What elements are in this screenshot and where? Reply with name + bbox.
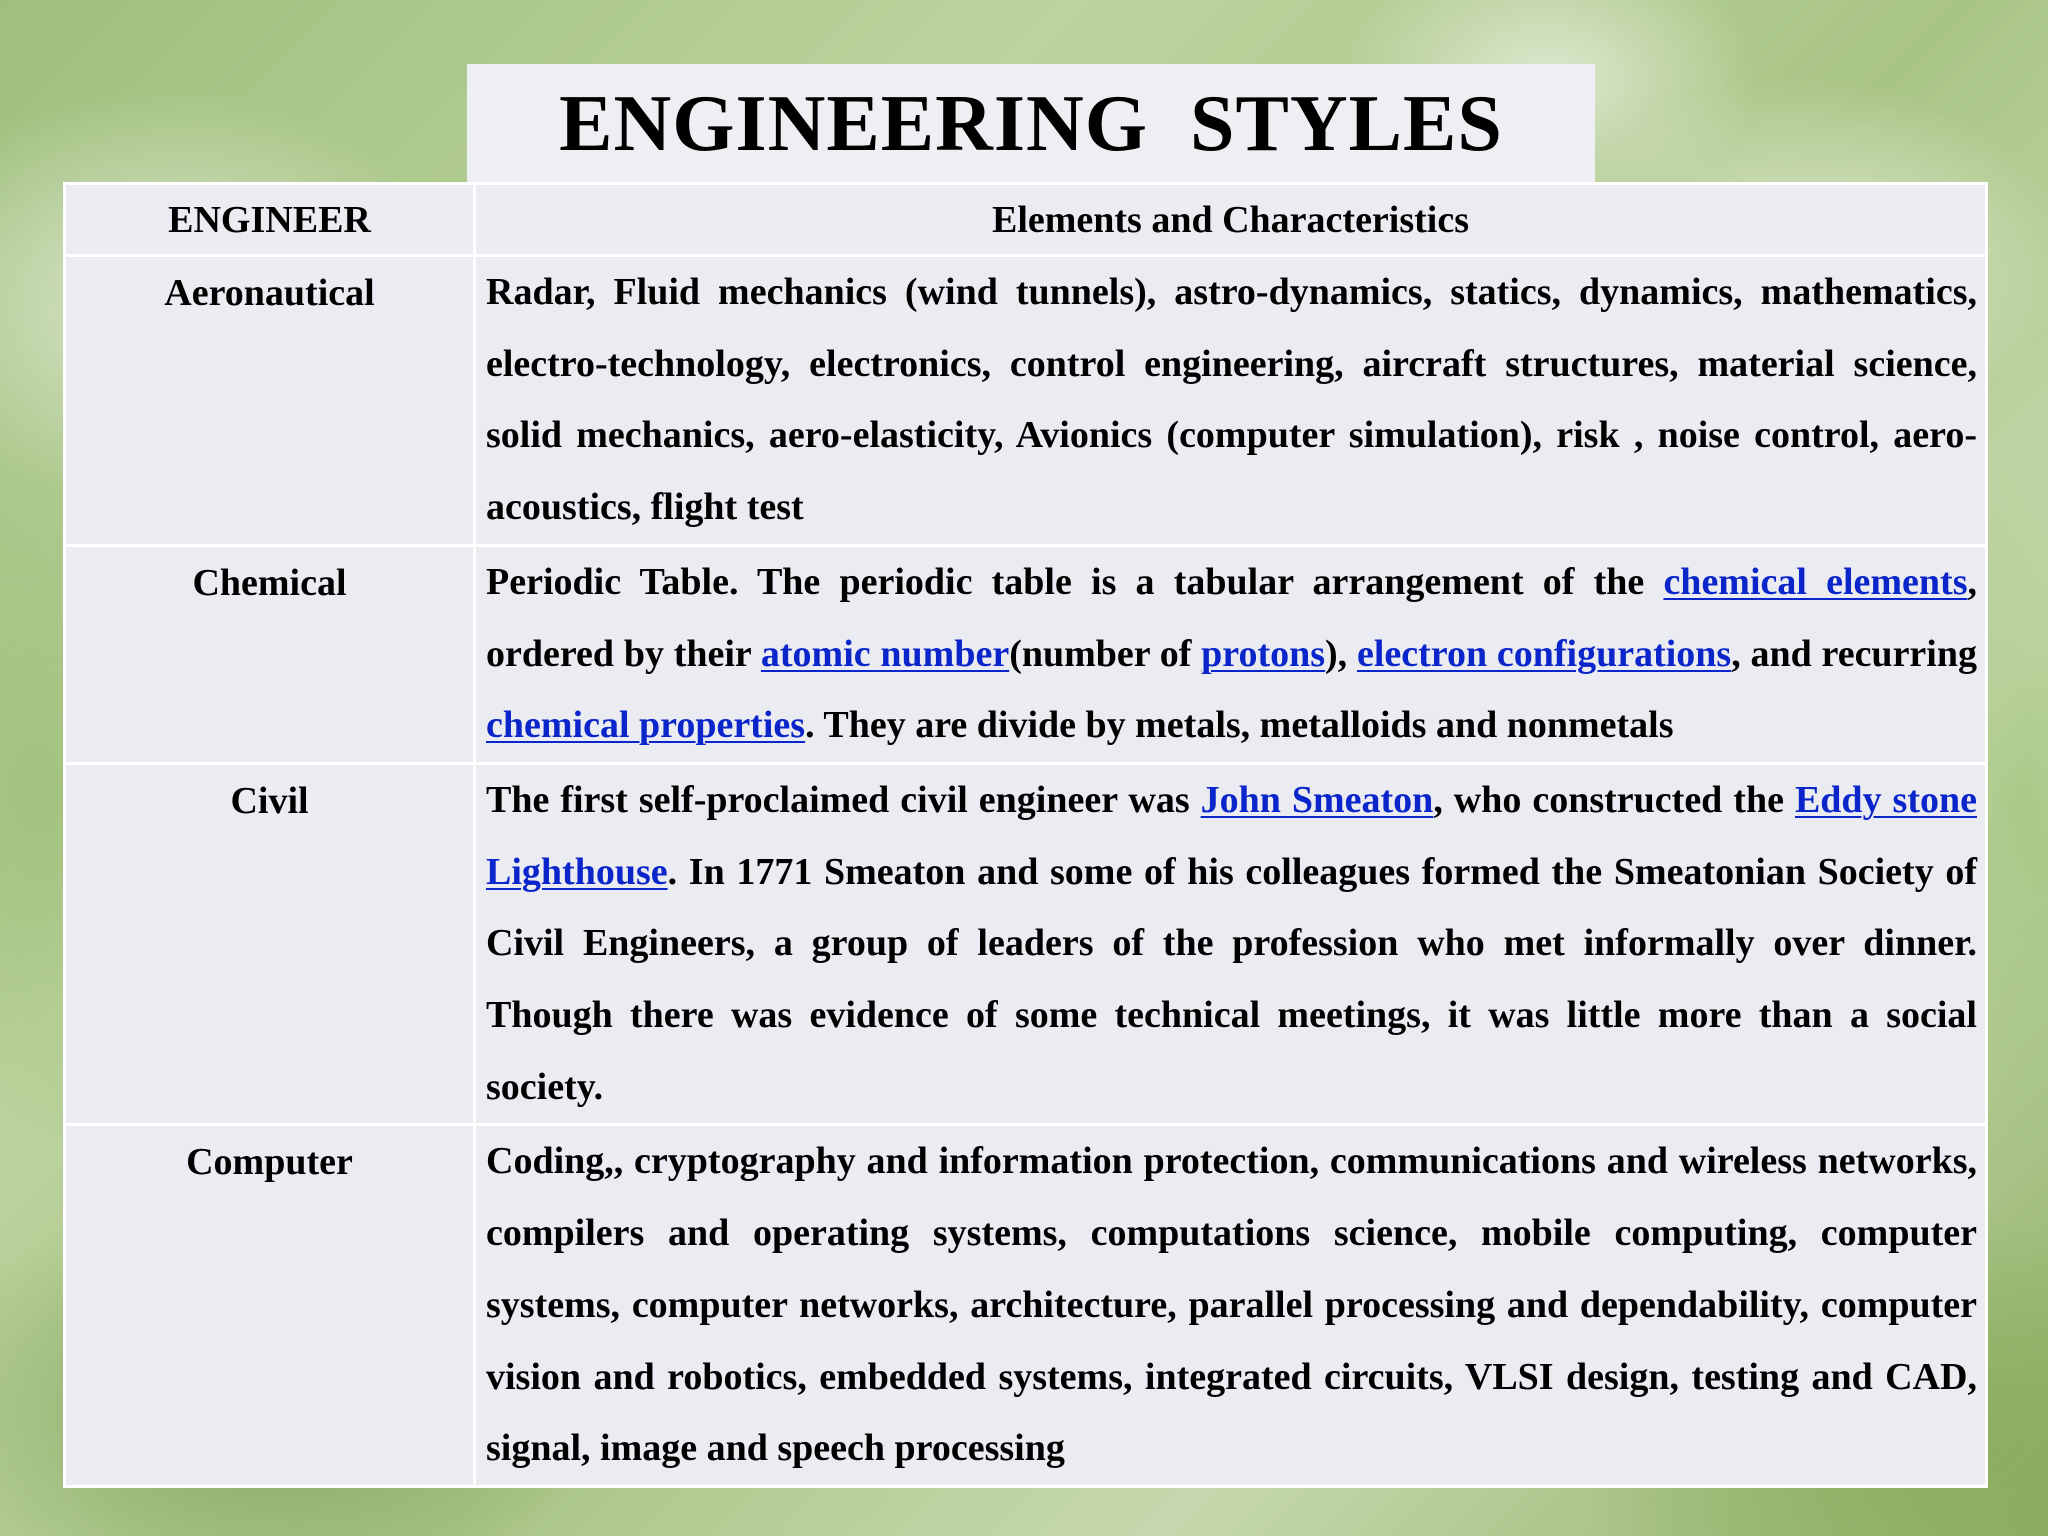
engineer-cell: Civil [65,763,475,1125]
text-run: , ordered by their [486,560,1978,675]
header-engineer: ENGINEER [65,184,475,256]
link-atomic-number[interactable]: atomic number [760,632,1010,675]
link-protons[interactable]: protons [1201,632,1326,675]
link-chemical-properties[interactable]: chemical properties [486,704,806,747]
page-title: ENGINEERING STYLES [559,79,1503,168]
link-eddystone-lighthouse[interactable]: Eddy stone Lighthouse [486,778,1977,893]
table-header-row [65,184,1987,256]
table-row [65,256,1987,546]
header-elements: Elements and Characteristics [475,184,1987,256]
link-electron-configurations[interactable]: electron configurations [1356,632,1732,675]
table-row [65,1125,1987,1487]
description-cell: Radar, Fluid mechanics (wind tunnels), astro-dynamics, statics, dynamics, mathematics, electro-technology, electronics, control engineering, aircraft structures, material science, solid mechanics, aero-elasticity, Avionics (computer simulation), risk , noise control, aero-acoustics, flight test [475,256,1987,546]
description-cell: Coding,, cryptography and information protection, communications and wireless networks, compilers and operating systems, computations science, mobile computing, computer systems, computer networks, architecture, parallel processing and dependability, computer vision and robotics, embedded systems, integrated circuits, VLSI design, testing and CAD, signal, image and speech processing [475,1125,1987,1487]
text-run: , who constructed the [1433,778,1795,821]
description-cell [475,763,1987,1125]
text-run: . In 1771 Smeaton and some of his colleagues formed the Smeatonian Society of Civil Engineers, a group of leaders of the profession who met informally over dinner. Though there was evidence of some technical meetings, it was little more than a social society. [486,850,1977,1108]
text-run: . They are divide by metals, metalloids and nonmetals [805,704,1674,747]
description-cell [475,545,1987,763]
text-run: ), [1325,632,1357,675]
table-row [65,763,1987,1125]
engineer-cell: Chemical [65,545,475,763]
link-john-smeaton[interactable]: John Smeaton [1200,778,1434,821]
engineer-cell: Aeronautical [65,256,475,546]
text-run: , and recurring [1731,632,1977,675]
text-run: The first self-proclaimed civil engineer was [486,778,1201,821]
engineer-cell: Computer [65,1125,475,1487]
table-row [65,545,1987,763]
title-banner [467,64,1595,184]
link-chemical-elements[interactable]: chemical elements [1663,560,1968,603]
text-run: Periodic Table. The periodic table is a tabular arrangement of the [486,560,1664,603]
text-run: (number of [1009,632,1202,675]
engineering-styles-table [63,182,1988,1488]
